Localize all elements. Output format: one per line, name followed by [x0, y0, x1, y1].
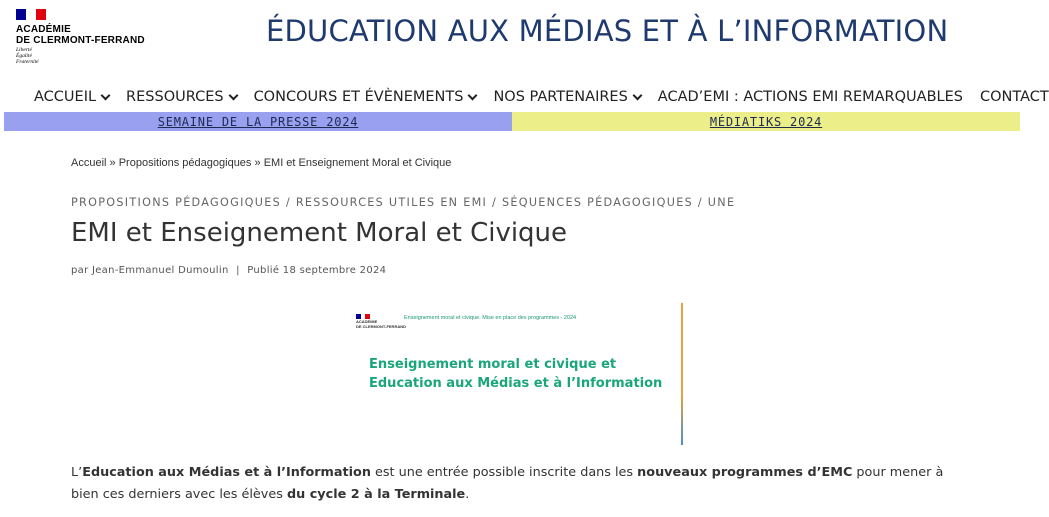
nav-item-ressources[interactable]	[126, 88, 237, 106]
body-bold: nouveaux programmes d’EMC	[637, 465, 853, 480]
nav-item-concours[interactable]	[254, 88, 477, 106]
banner-label: MÉDIATIKS 2024	[709, 114, 823, 129]
banner-mediatiks[interactable]	[512, 112, 1020, 131]
body-text: est une entrée possible inscrite dans les	[370, 465, 638, 480]
image-academy-logo	[356, 320, 406, 329]
breadcrumb-parent-link[interactable]: Propositions pédagogiques	[118, 157, 252, 169]
post-title: EMI et Enseignement Moral et Civique	[71, 218, 568, 248]
breadcrumb-home-link[interactable]: Accueil	[71, 157, 107, 169]
image-title-line1: Enseignement moral et civique et	[369, 357, 617, 372]
chevron-down-icon	[468, 90, 478, 100]
french-flag-icon	[16, 9, 46, 20]
nav-item-partenaires[interactable]	[493, 88, 640, 106]
nav-item-acad-emi[interactable]	[658, 88, 963, 106]
image-logo-line2: DE CLERMONT-FERRAND	[356, 323, 406, 329]
category-link[interactable]: PROPOSITIONS PÉDAGOGIQUES	[71, 196, 282, 209]
category-link[interactable]: UNE	[707, 196, 736, 209]
academy-name-line1: ACADÉMIE	[16, 24, 71, 35]
category-separator: /	[281, 196, 296, 209]
body-text: L’	[71, 465, 83, 480]
category-link[interactable]: RESSOURCES UTILES EN EMI	[295, 196, 488, 209]
breadcrumb-separator: »	[254, 157, 261, 169]
chevron-down-icon	[228, 90, 238, 100]
academy-name-line2: DE CLERMONT-FERRAND	[16, 35, 145, 46]
nav-item-label: NOS PARTENAIRES	[493, 89, 628, 105]
nav-item-label: ACAD’EMI : ACTIONS EMI REMARQUABLES	[657, 89, 963, 105]
author-prefix: par	[71, 265, 89, 276]
breadcrumb	[71, 157, 451, 169]
banner-label: SEMAINE DE LA PRESSE 2024	[157, 114, 359, 129]
banner-semaine-presse[interactable]	[4, 112, 512, 131]
image-logo-line1: ACADÉMIE	[356, 319, 378, 324]
body-text: .	[465, 487, 470, 502]
flag-stripe-red	[36, 9, 46, 20]
image-header: Enseignement moral et civique. Mise en place des programmes - 2024	[404, 315, 577, 321]
breadcrumb-separator: »	[109, 157, 116, 169]
category-separator: /	[487, 196, 502, 209]
academy-logo[interactable]	[16, 9, 166, 69]
breadcrumb-current: EMI et Enseignement Moral et Civique	[263, 157, 452, 169]
motto-line: Égalité	[16, 53, 32, 59]
image-title-line2: Education aux Médias et à l’Information	[369, 376, 663, 391]
academy-name	[16, 24, 145, 46]
body-bold: Education aux Médias et à l’Information	[82, 465, 371, 480]
nav-item-label: RESSOURCES	[126, 89, 224, 105]
nav-item-label: ACCUEIL	[34, 89, 97, 105]
featured-image	[354, 303, 684, 445]
republic-motto	[16, 47, 39, 65]
nav-item-accueil[interactable]	[34, 88, 109, 106]
motto-line: Fraternité	[16, 59, 39, 65]
post-meta	[71, 265, 386, 276]
image-divider-line	[681, 303, 683, 445]
author-name[interactable]: Jean-Emmanuel Dumoulin	[91, 265, 229, 276]
chevron-down-icon	[101, 90, 111, 100]
post-categories	[71, 196, 735, 209]
site-title[interactable]: ÉDUCATION AUX MÉDIAS ET À L’INFORMATION	[266, 14, 949, 48]
nav-item-contact[interactable]	[980, 88, 1049, 106]
flag-stripe-blue	[16, 9, 26, 20]
category-link[interactable]: SÉQUENCES PÉDAGOGIQUES	[501, 196, 693, 209]
flag-stripe-white	[26, 9, 36, 20]
nav-item-label: CONTACT	[979, 89, 1049, 105]
category-separator: /	[692, 196, 708, 209]
chevron-down-icon	[632, 90, 642, 100]
body-text: pour mener à bien ces derniers avec les élèves	[71, 465, 944, 502]
nav-item-label: CONCOURS ET ÉVÈNEMENTS	[253, 89, 464, 105]
body-bold: du cycle 2 à la Terminale	[286, 487, 466, 502]
main-nav	[34, 88, 1049, 106]
post-body-paragraph	[71, 462, 971, 506]
published-date: Publié 18 septembre 2024	[247, 265, 387, 276]
motto-line: Liberté	[16, 47, 32, 53]
meta-separator: |	[236, 265, 240, 276]
image-title	[369, 355, 662, 393]
